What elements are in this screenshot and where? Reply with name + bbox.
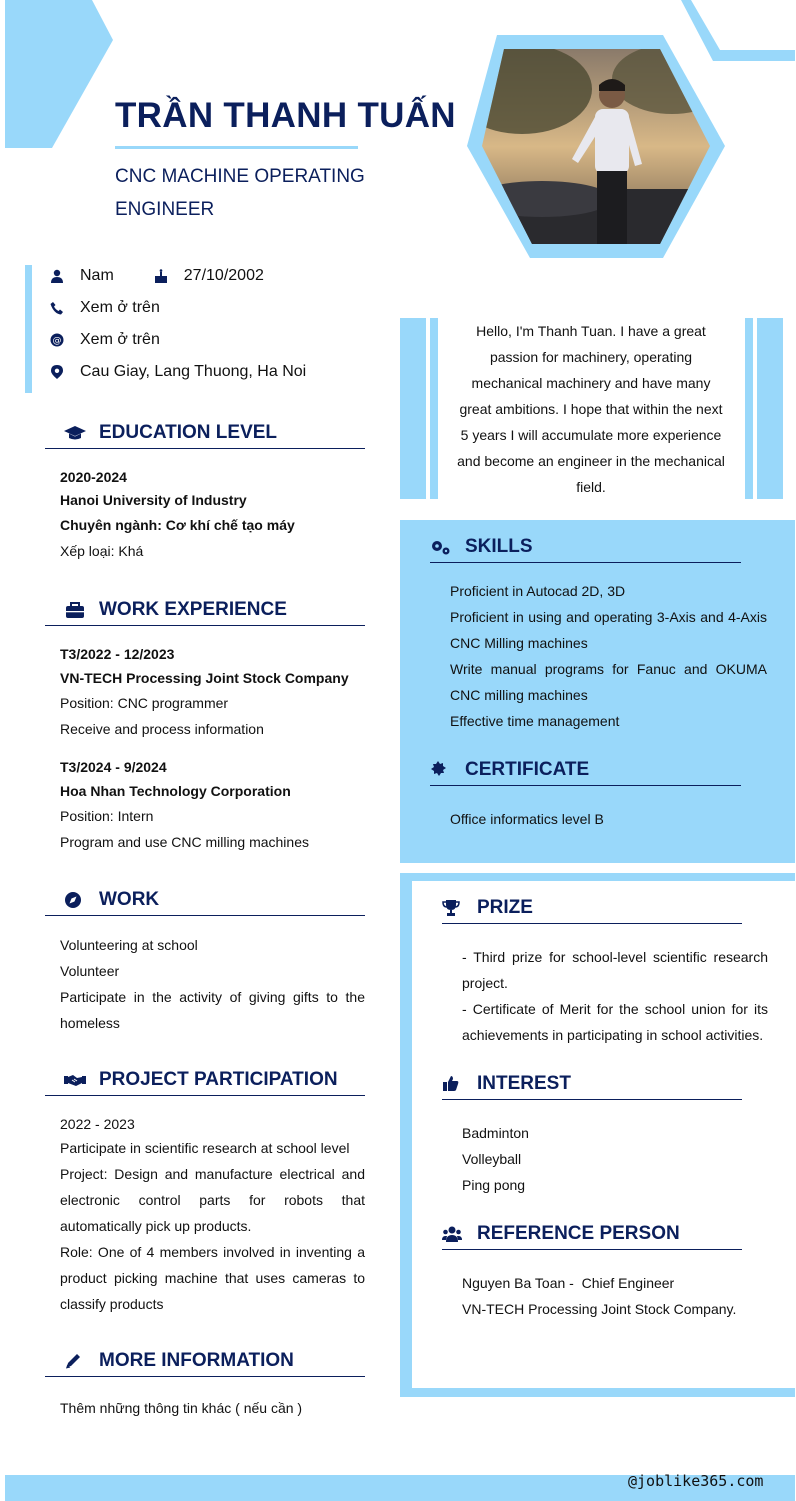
user-icon: [50, 269, 64, 283]
work-line: Volunteering at school: [60, 937, 198, 953]
section-header-interest: [442, 1068, 742, 1100]
certificate-icon: [430, 761, 452, 779]
experience-desc: Program and use CNC milling machines: [60, 834, 309, 850]
email-value: Xem ở trên: [80, 331, 160, 348]
briefcase-icon: [64, 601, 86, 619]
footer-watermark: @joblike365.com: [628, 1472, 764, 1490]
section-header-certificate: [430, 754, 741, 786]
section-header-experience: [45, 594, 365, 626]
certificate-title: CERTIFICATE: [465, 758, 590, 780]
education-title: EDUCATION LEVEL: [99, 421, 278, 443]
prize-list: [462, 944, 768, 1048]
more-info-text: Thêm những thông tin khác ( nếu cần ): [60, 1400, 303, 1416]
section-header-education: [45, 417, 365, 449]
gears-icon: [430, 538, 452, 556]
cake-icon: [154, 269, 168, 283]
section-header-prize: [442, 892, 742, 924]
skill-item: Proficient in using and operating 3-Axis and 4-Axis CNC Milling machines: [450, 609, 767, 651]
at-icon: [50, 333, 64, 347]
experience-position: Position: Intern: [60, 808, 154, 824]
contact-row-gender-birthday: [50, 265, 264, 287]
prize-item: - Certificate of Merit for the school union for its achievements in participating in school activities.: [462, 1001, 768, 1043]
prize-item: - Third prize for school-level scientific research project.: [462, 949, 768, 991]
users-icon: [442, 1225, 464, 1243]
section-header-skills: [430, 531, 741, 563]
interest-item: Volleyball: [462, 1151, 522, 1167]
compass-icon: [64, 891, 86, 909]
skill-item: Write manual programs for Fanuc and OKUMA CNC milling machines: [450, 661, 767, 703]
skills-title: SKILLS: [465, 535, 533, 557]
education-major: Chuyên ngành: Cơ khí chế tạo máy: [60, 517, 295, 533]
profile-photo: [482, 49, 710, 244]
candidate-name: TRẦN THANH TUẤN: [115, 96, 456, 135]
handshake-icon: [64, 1071, 86, 1089]
education-rank: Xếp loại: Khá: [60, 543, 144, 559]
skill-item: Proficient in Autocad 2D, 3D: [450, 583, 626, 599]
phone-value: Xem ở trên: [80, 299, 160, 316]
certificate-list: [450, 806, 767, 832]
section-header-more-info: [45, 1345, 365, 1377]
experience-title: WORK EXPERIENCE: [99, 598, 287, 620]
work-title: WORK: [99, 888, 160, 910]
experience-period: T3/2022 - 12/2023: [60, 646, 175, 662]
interest-list: [462, 1120, 768, 1198]
experience-period: T3/2024 - 9/2024: [60, 759, 167, 775]
thumbs-up-icon: [442, 1075, 464, 1093]
contact-row-phone: [50, 297, 160, 319]
reference-item: Nguyen Ba Toan - Chief Engineer: [462, 1275, 675, 1291]
project-details: [60, 1113, 365, 1317]
experience-company: Hoa Nhan Technology Corporation: [60, 783, 291, 799]
svg-text:@: @: [52, 336, 62, 346]
education-period: 2020-2024: [60, 469, 127, 485]
job-title: CNC MACHINE OPERATING ENGINEER: [115, 166, 365, 220]
project-title: PROJECT PARTICIPATION: [99, 1068, 338, 1090]
pencil-icon: [64, 1352, 86, 1370]
address-value: Cau Giay, Lang Thuong, Ha Noi: [80, 363, 307, 380]
birthday-value: 27/10/2002: [183, 267, 264, 284]
experience-item: [60, 756, 370, 855]
experience-desc: Receive and process information: [60, 721, 264, 737]
project-line: Role: One of 4 members involved in inventing a product picking machine that uses cameras to classify products: [60, 1244, 365, 1312]
work-line: Participate in the activity of giving gifts to the homeless: [60, 989, 365, 1031]
education-entry: [60, 466, 365, 564]
section-header-work: [45, 884, 365, 916]
education-school: Hanoi University of Industry: [60, 492, 247, 508]
skill-item: Effective time management: [450, 713, 620, 729]
work-list: [60, 932, 365, 1036]
work-line: Volunteer: [60, 963, 120, 979]
project-line: Participate in scientific research at school level: [60, 1140, 350, 1156]
prize-title: PRIZE: [477, 896, 533, 918]
section-header-project: [45, 1064, 365, 1096]
contact-row-email: [50, 329, 160, 351]
project-period: 2022 - 2023: [60, 1116, 135, 1132]
contact-row-address: [50, 361, 306, 383]
gender-value: Nam: [80, 267, 114, 284]
intro-text: Hello, I'm Thanh Tuan. I have a great passion for machinery, operating mechanical machinery and have many great ambitions. I hope that within the next 5 years I will accumulate more experience and become an engineer in the mechanical field.: [457, 323, 725, 495]
project-line: Project: Design and manufacture electrical and electronic control parts for robots that automatically pick up products.: [60, 1166, 365, 1234]
experience-company: VN-TECH Processing Joint Stock Company: [60, 670, 349, 686]
trophy-icon: [442, 899, 464, 917]
section-header-reference: [442, 1218, 742, 1250]
certificate-item: Office informatics level B: [450, 811, 604, 827]
experience-position: Position: CNC programmer: [60, 695, 229, 711]
contact-accent-bar: [25, 265, 32, 393]
reference-list: [462, 1270, 768, 1322]
location-icon: [50, 365, 64, 379]
interest-item: Badminton: [462, 1125, 529, 1141]
more-info-title: MORE INFORMATION: [99, 1349, 294, 1371]
interest-item: Ping pong: [462, 1177, 526, 1193]
interest-title: INTEREST: [477, 1072, 571, 1094]
reference-item: VN-TECH Processing Joint Stock Company.: [462, 1301, 737, 1317]
phone-icon: [50, 301, 64, 315]
name-underline: [115, 146, 358, 149]
graduation-cap-icon: [64, 424, 86, 442]
experience-item: [60, 643, 370, 742]
skills-list: [450, 578, 767, 734]
reference-title: REFERENCE PERSON: [477, 1222, 680, 1244]
